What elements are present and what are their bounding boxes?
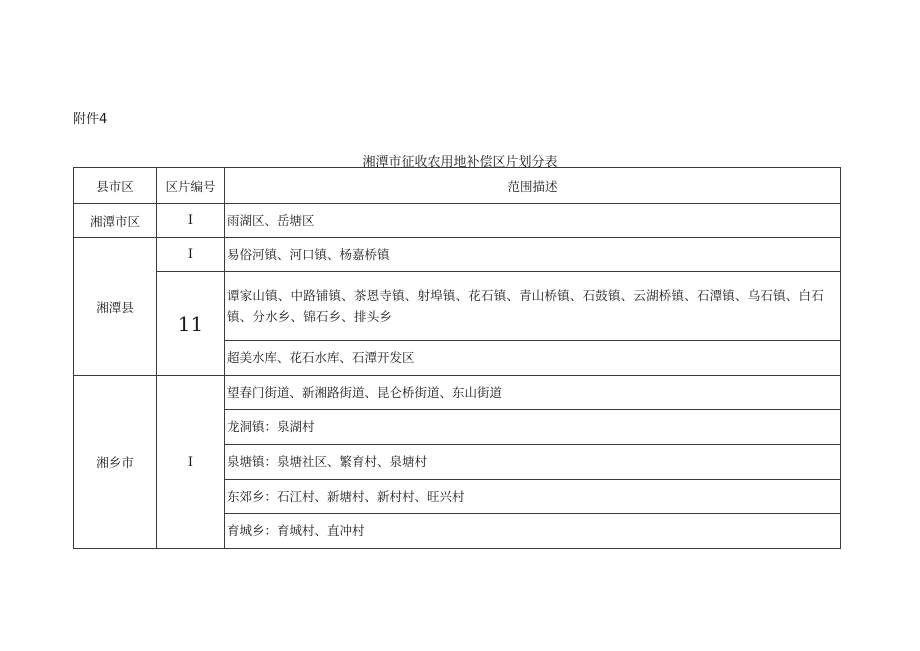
attachment-label: 附件4 (73, 112, 108, 127)
zone-number-cell: I (157, 204, 225, 238)
scope-text: 谭家山镇、中路铺镇、茶恩寺镇、射埠镇、花石镇、青山桥镇、石鼓镇、云湖桥镇、石潭镇、乌石镇、白石镇、分水乡、锦石乡、排头乡 (227, 288, 824, 324)
table-title: 湘潭市征收农用地补偿区片划分表 (362, 155, 558, 170)
scope-cell: 望春门街道、新湘路街道、昆仑桥街道、东山街道 (225, 376, 841, 410)
zone-number-cell: I (157, 376, 225, 549)
table-row (74, 376, 841, 410)
header-row (74, 168, 841, 204)
compensation-zone-table (73, 167, 841, 549)
county-cell: 湘潭县 (74, 238, 157, 376)
zone-number-cell: 11 (157, 272, 225, 376)
scope-cell: 东郊乡：石江村、新塘村、新村村、旺兴村 (225, 480, 841, 514)
scope-cell: 泉塘镇：泉塘社区、繁育村、泉塘村 (225, 445, 841, 480)
table-row (74, 272, 841, 341)
header-scope: 范围描述 (225, 168, 841, 204)
scope-cell: 育城乡：育城村、直冲村 (225, 514, 841, 549)
scope-cell: 龙洞镇：泉湖村 (225, 410, 841, 445)
scope-cell: 雨湖区、岳塘区 (225, 204, 841, 238)
county-cell: 湘潭市区 (74, 204, 157, 238)
table-row (74, 238, 841, 272)
zone-number-cell: I (157, 238, 225, 272)
table-row (74, 204, 841, 238)
scope-cell: 超美水库、花石水库、石潭开发区 (225, 341, 841, 376)
scope-cell: 易俗河镇、河口镇、杨嘉桥镇 (225, 238, 841, 272)
header-county: 县市区 (74, 168, 157, 204)
header-zone-number: 区片编号 (157, 168, 225, 204)
scope-cell (225, 272, 841, 341)
county-cell: 湘乡市 (74, 376, 157, 549)
